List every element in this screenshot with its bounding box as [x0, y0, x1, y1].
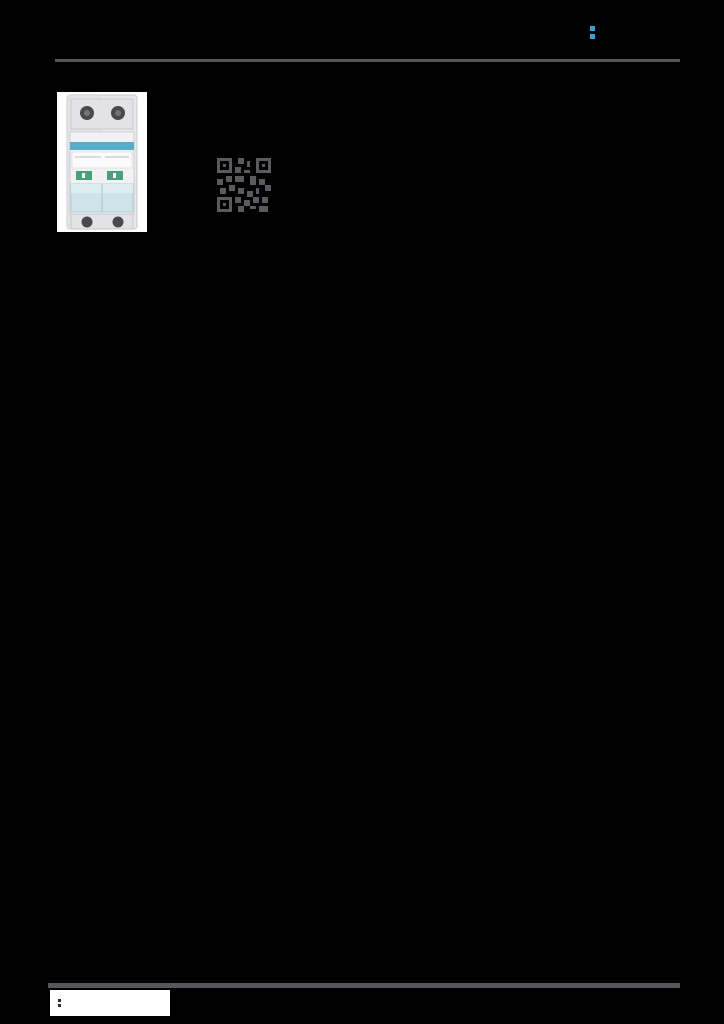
qr-code — [217, 156, 275, 212]
footer-website-box — [50, 990, 170, 1016]
header-divider — [55, 59, 680, 62]
hager-logo-dots-icon — [590, 26, 595, 39]
footer-divider — [48, 983, 680, 988]
spec-column — [215, 152, 662, 244]
modular-switch-image — [57, 92, 147, 232]
hager-logo — [590, 26, 600, 43]
description-block — [215, 152, 662, 244]
product-photo — [57, 92, 147, 232]
hager-footer-dots-icon — [58, 999, 61, 1007]
qr-code-icon — [217, 158, 271, 212]
